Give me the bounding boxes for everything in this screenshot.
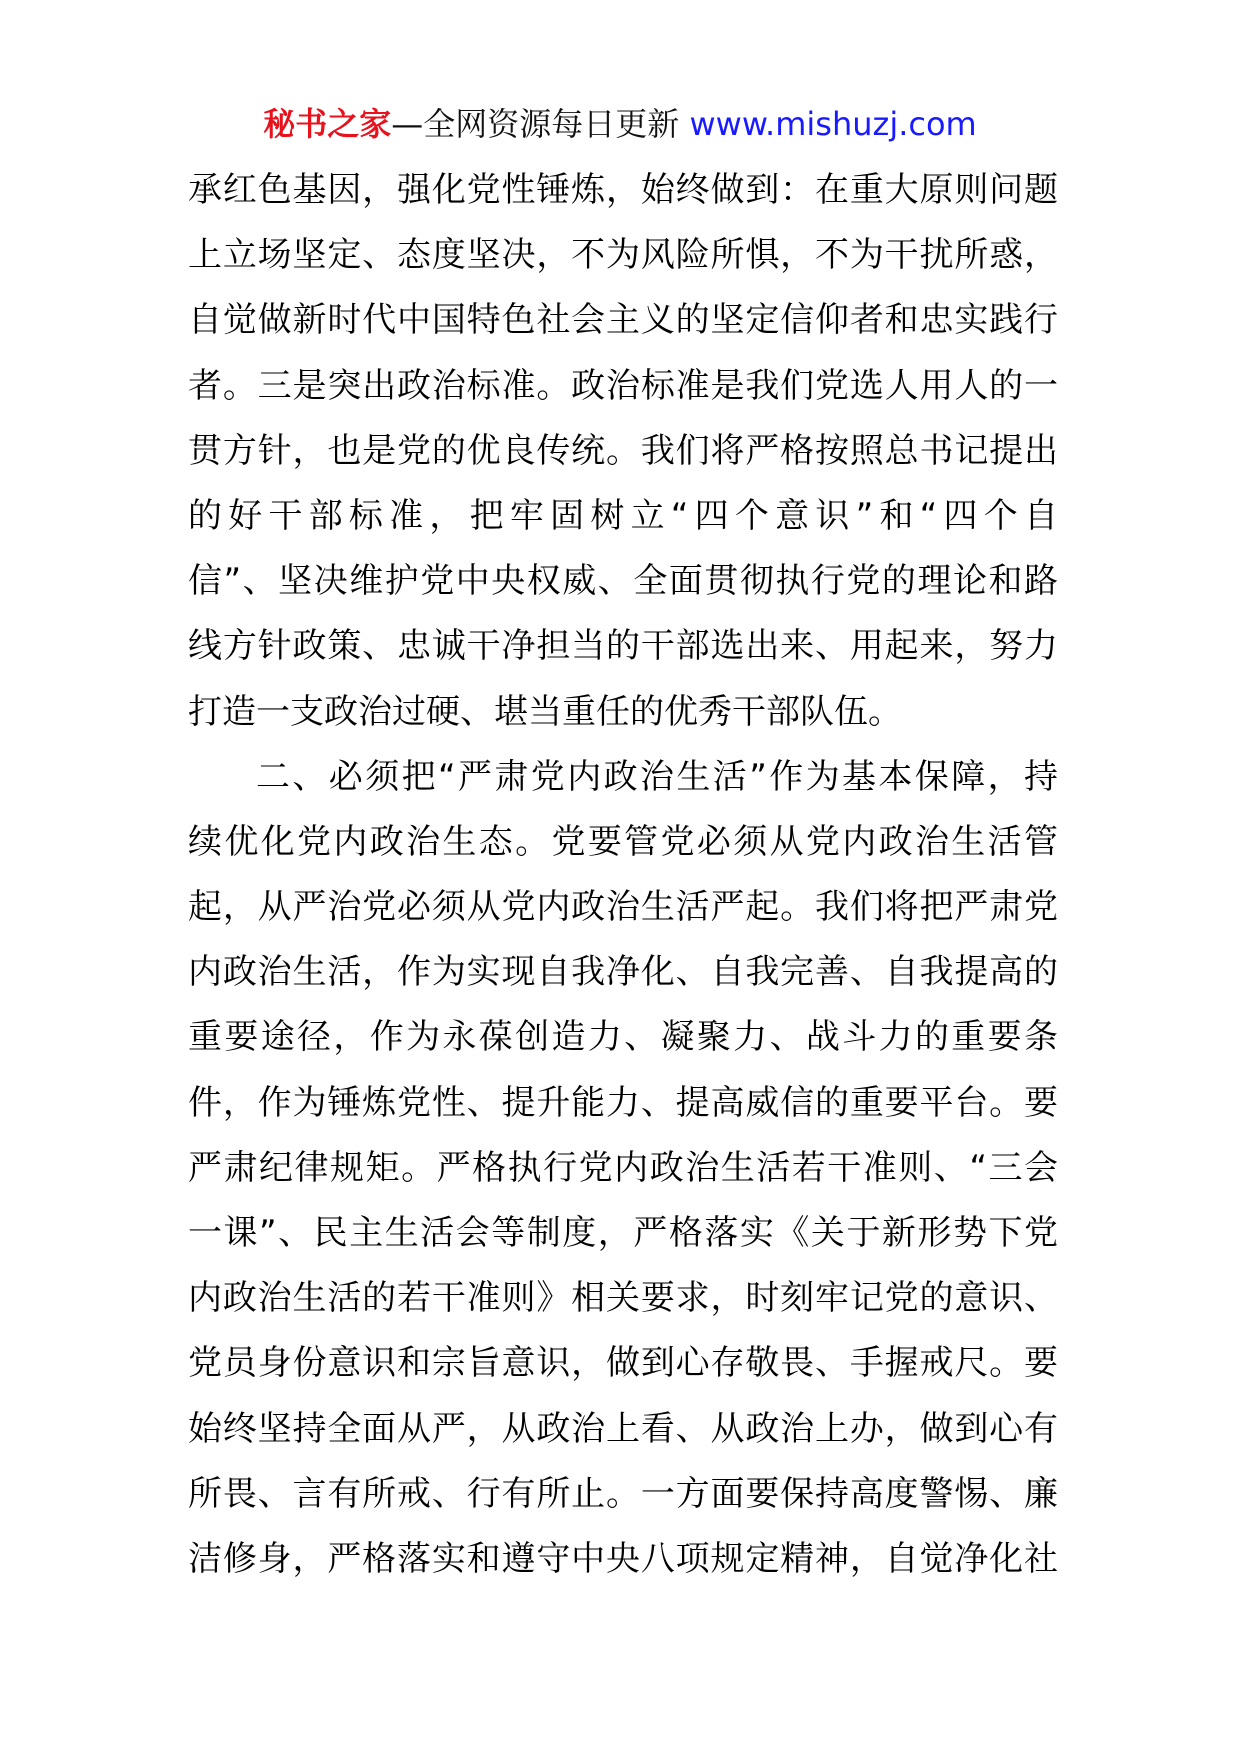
text-line: 线方针政策、忠诚干净担当的干部选出来、用起来，努力 bbox=[188, 626, 1058, 667]
header-tagline: —全网资源每日更新 bbox=[391, 105, 690, 143]
text-line: 内政治生活，作为实现自我净化、自我完善、自我提高的 bbox=[188, 952, 1058, 993]
text-line: 续优化党内政治生态。党要管党必须从党内政治生活管 bbox=[188, 821, 1058, 862]
text-line: 打造一支政治过硬、堪当重任的优秀干部队伍。 bbox=[188, 691, 902, 732]
header-brand: 秘书之家 bbox=[263, 105, 392, 143]
text-line: 一课”、民主生活会等制度，严格落实《关于新形势下党 bbox=[188, 1213, 1058, 1253]
text-line: 信”、坚决维护党中央权威、全面贯彻执行党的理论和路 bbox=[188, 561, 1058, 602]
text-line: 党员身份意识和宗旨意识，做到心存敬畏、手握戒尺。要 bbox=[188, 1343, 1058, 1384]
text-line: 重要途径，作为永葆创造力、凝聚力、战斗力的重要条 bbox=[188, 1017, 1058, 1058]
text-line: 件，作为锤炼党性、提升能力、提高威信的重要平台。要 bbox=[188, 1082, 1058, 1123]
text-line: 起，从严治党必须从党内政治生活严起。我们将把严肃党 bbox=[188, 887, 1058, 928]
text-line: 自觉做新时代中国特色社会主义的坚定信仰者和忠实践行 bbox=[188, 300, 1058, 341]
text-line: 者。三是突出政治标准。政治标准是我们党选人用人的一 bbox=[188, 365, 1058, 406]
text-line: 所畏、言有所戒、行有所止。一方面要保持高度警惕、廉 bbox=[188, 1473, 1058, 1514]
text-line: 洁修身，严格落实和遵守中央八项规定精神，自觉净化社 bbox=[188, 1538, 1058, 1579]
text-line: 内政治生活的若干准则》相关要求，时刻牢记党的意识、 bbox=[188, 1278, 1058, 1319]
document-body bbox=[188, 158, 1058, 1592]
text-line: 始终坚持全面从严，从政治上看、从政治上办，做到心有 bbox=[188, 1408, 1058, 1449]
text-line: 的好干部标准，把牢固树立“四个意识”和“四个自 bbox=[188, 495, 1058, 536]
text-line: 严肃纪律规矩。严格执行党内政治生活若干准则、“三会 bbox=[188, 1147, 1058, 1188]
header-url: www.mishuzj.com bbox=[689, 105, 977, 143]
text-line: 贯方针，也是党的优良传统。我们将严格按照总书记提出 bbox=[188, 430, 1058, 471]
text-line: 承红色基因，强化党性锤炼，始终做到：在重大原则问题 bbox=[188, 170, 1058, 210]
text-line: 上立场坚定、态度坚决，不为风险所惧，不为干扰所惑， bbox=[188, 235, 1058, 276]
section-heading-line: 二、必须把“严肃党内政治生活”作为基本保障，持 bbox=[256, 756, 1058, 797]
page-header bbox=[0, 100, 1240, 148]
